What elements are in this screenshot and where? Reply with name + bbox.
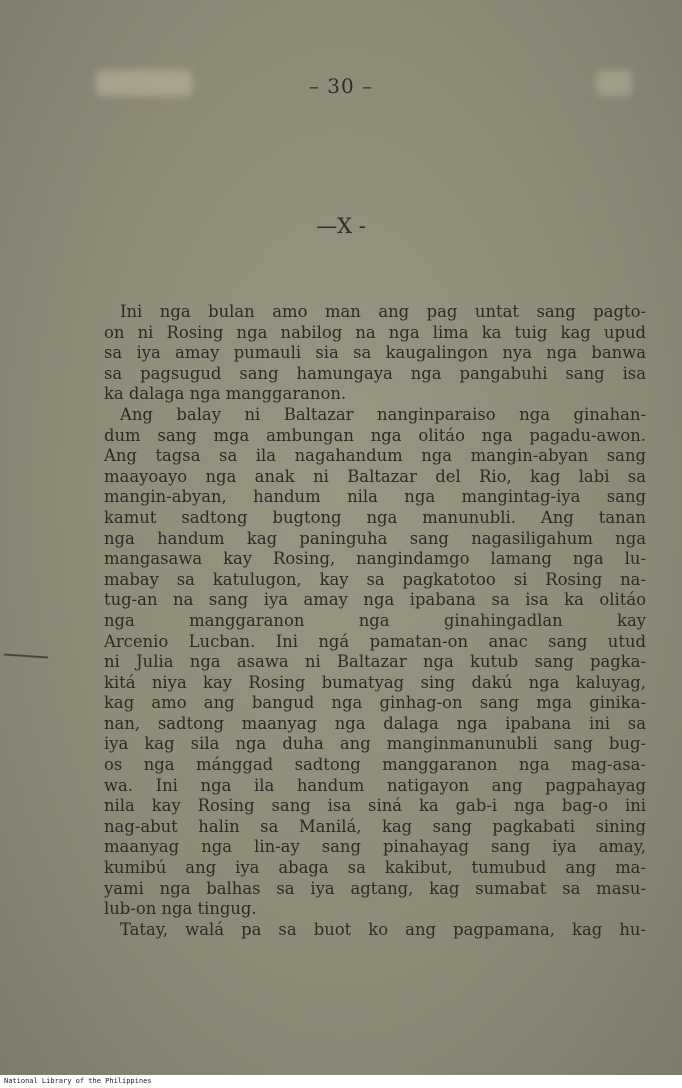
text-line: lub-on nga tingug. <box>104 899 257 919</box>
text-line: ni Julia nga asawa ni Baltazar nga kutub sang pagka- <box>104 652 646 672</box>
text-line: Ang balay ni Baltazar nanginparaiso nga ginahan- <box>120 404 646 424</box>
text-line: nga handum kag paninguha sang nagasiligahum nga <box>104 528 646 548</box>
text-line: os nga mánggad sadtong manggaranon nga mag-asa- <box>104 755 646 775</box>
library-credit: National Library of the Philippines <box>4 1077 152 1085</box>
text-line: sa pagsugud sang hamungaya nga pangabuhi sang isa <box>104 363 646 383</box>
text-line: iya kag sila nga duha ang manginmanunubli sang bug- <box>104 734 646 754</box>
text-line: nila kay Rosing sang isa siná ka gab-i nga bag-o ini <box>104 796 646 816</box>
text-line: nga manggaranon nga ginahingadlan kay <box>104 610 646 630</box>
text-line: on ni Rosing nga nabilog na nga lima ka tuig kag upud <box>104 322 646 342</box>
text-line: maayoayo nga anak ni Baltazar del Rio, kag labi sa <box>104 466 646 486</box>
text-line: Tatay, walá pa sa buot ko ang pagpamana, kag hu- <box>120 919 646 939</box>
text-line: kamut sadtong bugtong nga manunubli. Ang tanan <box>104 507 646 527</box>
text-line: maanyag nga lin-ay sang pinahayag sang iya amay, <box>104 837 646 857</box>
chapter-heading: —X - <box>316 214 366 238</box>
page-number: – 30 – <box>308 74 374 98</box>
text-line: kumibú ang iya abaga sa kakibut, tumubud ang ma- <box>104 858 646 878</box>
text-line: mabay sa katulugon, kay sa pagkatotoo si Rosing na- <box>104 569 646 589</box>
text-line: tug-an na sang iya amay nga ipabana sa isa ka olitáo <box>104 590 646 610</box>
text-line: kitá niya kay Rosing bumatyag sing dakú nga kaluyag, <box>104 672 646 692</box>
text-line: sa iya amay pumauli sia sa kaugalingon nya nga banwa <box>104 343 646 363</box>
text-line: mangasawa kay Rosing, nangindamgo lamang nga lu- <box>104 549 646 569</box>
text-line: mangin-abyan, handum nila nga mangintag-iya sang <box>104 487 646 507</box>
text-line: yami nga balhas sa iya agtang, kag sumabat sa masu- <box>104 878 646 898</box>
text-line: ka dalaga nga manggaranon. <box>104 384 347 404</box>
text-line: dum sang mga ambungan nga olitáo nga pagadu-awon. <box>104 425 646 445</box>
text-line: wa. Ini nga ila handum natigayon ang pagpahayag <box>104 775 646 795</box>
text-line: nan, sadtong maanyag nga dalaga nga ipabana ini sa <box>104 713 646 733</box>
body-text <box>104 302 646 940</box>
text-line: kag amo ang bangud nga ginhag-on sang mga ginika- <box>104 693 646 713</box>
margin-pencil-mark <box>4 653 48 658</box>
text-line: nag-abut halin sa Manilá, kag sang pagkabati sining <box>104 816 646 836</box>
text-line: Ang tagsa sa ila nagahandum nga mangin-abyan sang <box>104 446 646 466</box>
text-line: Arcenio Lucban. Ini ngá pamatan-on anac sang utud <box>104 631 646 651</box>
text-line: Ini nga bulan amo man ang pag untat sang pagto- <box>120 302 646 321</box>
